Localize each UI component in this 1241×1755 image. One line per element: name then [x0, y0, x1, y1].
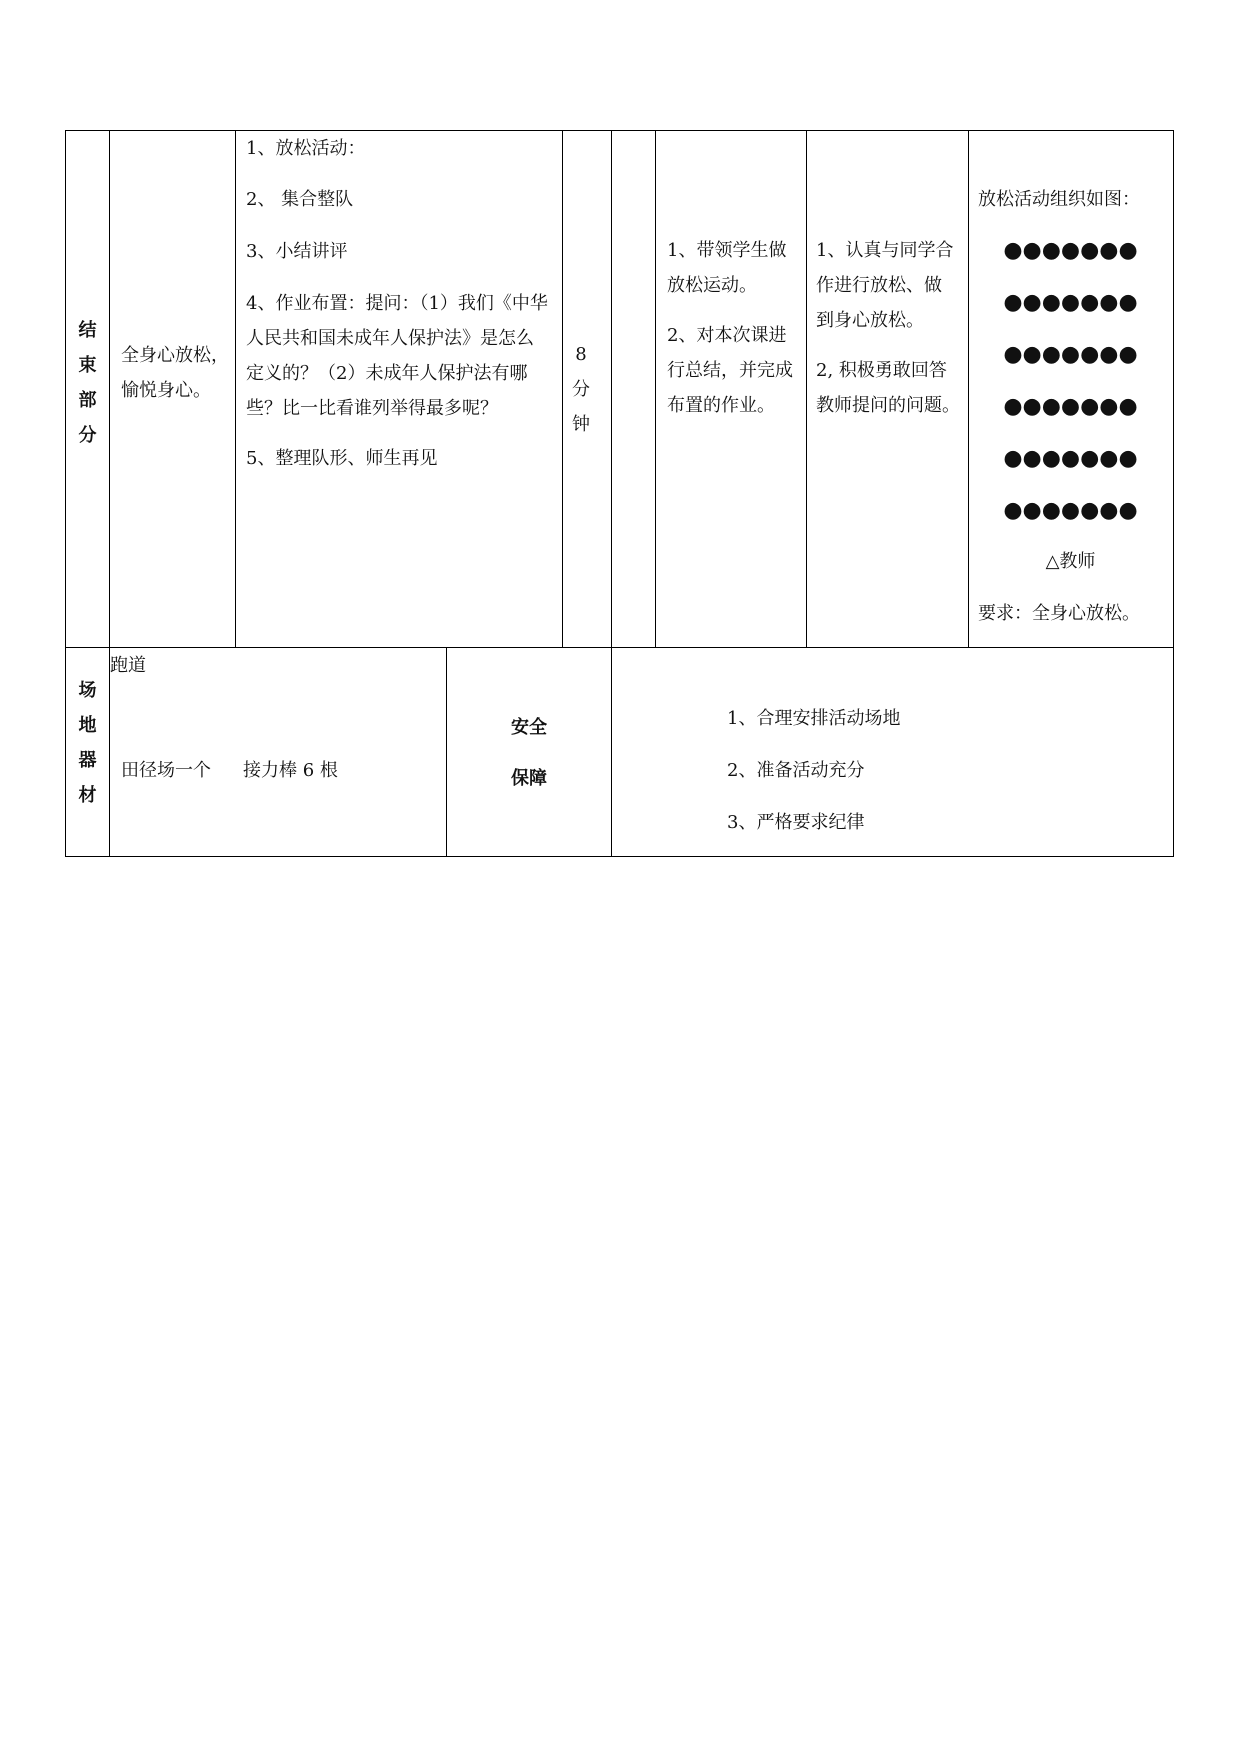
content-item: 3、小结讲评 [246, 241, 348, 262]
student-dot-row: ●●●●●●● [1003, 238, 1138, 263]
col-line-label [109, 130, 110, 857]
time-char: 8 [575, 344, 587, 365]
homework-line: 4、作业布置：提问：（1）我们《中华 [246, 293, 548, 314]
homework-line: 定义的？（2）未成年人保护法有哪 [246, 363, 528, 384]
safety-item: 1、合理安排活动场地 [727, 708, 901, 729]
student-dot-row: ●●●●●●● [1003, 290, 1138, 315]
closing-label-char: 束 [78, 355, 97, 376]
safety-label [447, 702, 611, 805]
table-border-mid [66, 647, 1174, 648]
teacher-position-marker: △教师 [1045, 551, 1096, 572]
content-item: 2、 集合整队 [246, 189, 354, 210]
goal-line: 全身心放松， [121, 345, 229, 366]
safety-label-line: 保障 [511, 768, 547, 789]
time-char: 钟 [572, 414, 590, 435]
col-line-time [611, 130, 612, 857]
goal-line: 愉悦身心。 [121, 380, 211, 401]
student-line: 1、认真与同学合 [816, 240, 954, 261]
teacher-line: 放松运动。 [667, 275, 757, 296]
homework-line: 人民共和国未成年人保护法》是怎么 [246, 328, 534, 349]
venue-label-char: 器 [78, 750, 97, 771]
closing-label-char: 结 [78, 320, 97, 341]
student-line: 作进行放松、做 [816, 275, 942, 296]
closing-label-char: 分 [78, 425, 97, 446]
safety-item: 3、严格要求纪律 [727, 812, 865, 833]
teacher-line: 1、带领学生做 [667, 240, 787, 261]
venue-label-char: 材 [78, 785, 97, 806]
track-label: 跑道 [110, 655, 146, 676]
safety-item: 2、准备活动充分 [727, 760, 865, 781]
homework-text [246, 286, 548, 426]
student-dot-row: ●●●●●●● [1003, 446, 1138, 471]
equipment-item: 接力棒 6 根 [243, 760, 338, 781]
student-dot-row: ●●●●●●● [1003, 394, 1138, 419]
student-line: 2, 积极勇敢回答 [816, 360, 947, 381]
table-border-bottom [66, 856, 1174, 857]
homework-line: 些？比一比看谁列举得最多呢？ [246, 398, 498, 419]
goal-text [121, 338, 229, 408]
time-char: 分 [572, 379, 590, 400]
col-line-goal [235, 130, 236, 647]
content-item: 5、整理队形、师生再见 [246, 448, 438, 469]
venue-label-char: 地 [78, 715, 97, 736]
teacher-line: 行总结，并完成 [667, 360, 793, 381]
organization-requirement: 要求：全身心放松。 [978, 603, 1140, 624]
teacher-line: 布置的作业。 [667, 395, 775, 416]
equipment-item: 田径场一个 [121, 760, 211, 781]
teacher-activity [667, 233, 793, 423]
table-border-top [66, 130, 1174, 131]
venue-section-label [66, 673, 109, 813]
student-line: 到身心放松。 [816, 310, 924, 331]
col-line-teacher [806, 130, 807, 647]
time-allocation [563, 337, 599, 442]
closing-section-label [66, 313, 109, 453]
teacher-line: 2、对本次课进 [667, 325, 787, 346]
table-border-right [1173, 130, 1174, 857]
content-item: 1、放松活动： [246, 138, 366, 159]
student-activity [816, 233, 960, 423]
venue-label-char: 场 [78, 680, 97, 701]
safety-label-line: 安全 [511, 717, 547, 738]
formation-diagram [968, 240, 1173, 552]
col-line-blank [655, 130, 656, 647]
closing-label-char: 部 [78, 390, 97, 411]
student-dot-row: ●●●●●●● [1003, 342, 1138, 367]
organization-title: 放松活动组织如图： [978, 189, 1140, 210]
student-line: 教师提问的问题。 [816, 395, 960, 416]
student-dot-row: ●●●●●●● [1003, 498, 1138, 523]
